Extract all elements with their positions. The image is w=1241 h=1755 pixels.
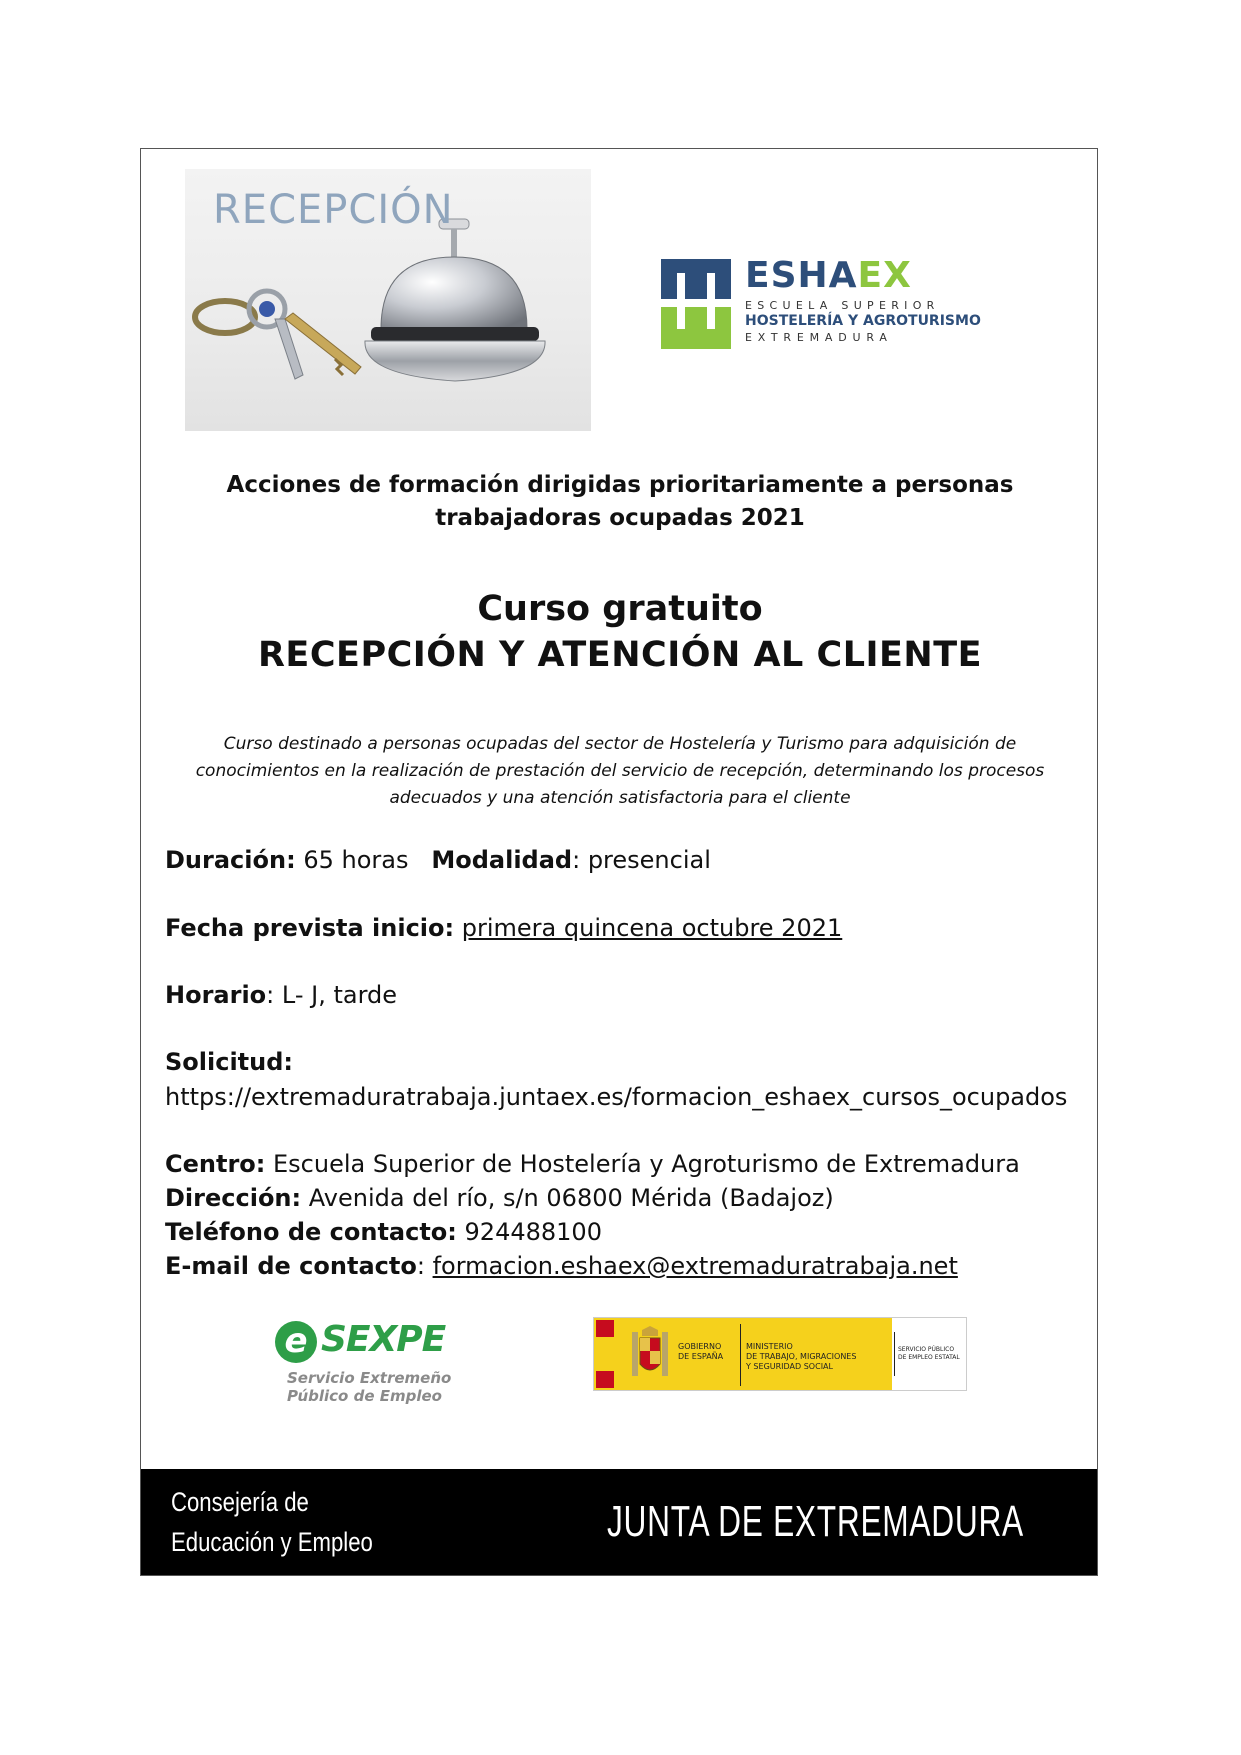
sepe-divider xyxy=(894,1332,895,1376)
gobierno-espana-logo xyxy=(593,1317,967,1391)
course-description xyxy=(181,731,1059,812)
footer-consejeria-line2: Educación y Empleo xyxy=(171,1527,373,1557)
eshaex-line3: EXTREMADURA xyxy=(745,331,893,344)
sexpe-subtitle2: Público de Empleo xyxy=(287,1387,442,1405)
application-url[interactable]: https://extremaduratrabaja.juntaex.es/formacion_eshaex_cursos_ocupados xyxy=(165,1083,1068,1111)
address-value: Avenida del río, s/n 06800 Mérida (Badajoz) xyxy=(308,1184,834,1212)
ministry-line1: MINISTERIO xyxy=(746,1342,793,1351)
hero-image xyxy=(185,169,591,431)
phone-value: 924488100 xyxy=(464,1218,602,1246)
footer-junta-title: JUNTA DE EXTREMADURA xyxy=(607,1497,1024,1546)
description-line3: adecuados y una atención satisfactoria para el cliente xyxy=(389,788,851,808)
sepe-line1: SERVICIO PÚBLICO xyxy=(898,1346,955,1353)
eshaex-line1: ESCUELA SUPERIOR xyxy=(745,299,940,312)
footer-bar xyxy=(141,1469,1097,1575)
course-title: RECEPCIÓN Y ATENCIÓN AL CLIENTE xyxy=(257,635,983,675)
footer-consejeria-line1: Consejería de xyxy=(171,1487,309,1517)
center-label: Centro: xyxy=(165,1150,266,1178)
course-label: Curso gratuito xyxy=(477,589,763,629)
schedule-label: Horario xyxy=(165,981,267,1009)
eshaex-logo xyxy=(661,255,1001,359)
start-date-label: Fecha prevista inicio: xyxy=(165,914,455,942)
application-row xyxy=(165,1045,293,1079)
phone-row xyxy=(165,1215,602,1249)
ministry-line2: DE TRABAJO, MIGRACIONES xyxy=(746,1352,857,1361)
sepe-box xyxy=(892,1318,966,1390)
subtitle-line1: Acciones de formación dirigidas prioritariamente a personas xyxy=(226,472,1014,498)
duration-label: Duración: xyxy=(165,846,296,874)
eshaex-mark-icon xyxy=(661,259,731,349)
duration-row xyxy=(165,843,711,877)
ministry-line3: Y SEGURIDAD SOCIAL xyxy=(746,1362,833,1371)
email-separator: : xyxy=(416,1252,425,1280)
gob-divider xyxy=(740,1324,741,1386)
phone-label: Teléfono de contacto: xyxy=(165,1218,457,1246)
gob-line2: DE ESPAÑA xyxy=(678,1352,724,1361)
address-label: Dirección: xyxy=(165,1184,302,1212)
spain-flag-icon xyxy=(596,1320,614,1388)
center-value: Escuela Superior de Hostelería y Agroturismo de Extremadura xyxy=(273,1150,1020,1178)
gob-line1: GOBIERNO xyxy=(678,1342,722,1351)
schedule-row xyxy=(165,978,397,1012)
sexpe-badge-icon: e xyxy=(275,1321,317,1363)
center-row xyxy=(165,1147,1020,1181)
eshaex-name: ESHAEX xyxy=(745,255,912,296)
program-subtitle xyxy=(141,469,1099,535)
start-date-row xyxy=(165,911,842,945)
hero-title: RECEPCIÓN xyxy=(213,187,454,233)
modality-value: : presencial xyxy=(572,846,711,874)
address-row xyxy=(165,1181,834,1215)
description-line1: Curso destinado a personas ocupadas del sector de Hostelería y Turismo para adquisición de xyxy=(223,734,1017,754)
sexpe-subtitle1: Servicio Extremeño xyxy=(287,1369,452,1387)
subtitle-line2: trabajadoras ocupadas 2021 xyxy=(435,505,805,531)
sexpe-logo xyxy=(275,1319,475,1419)
start-date-value: primera quincena octubre 2021 xyxy=(461,914,843,942)
sexpe-name: SEXPE xyxy=(321,1319,446,1360)
eshaex-line2: HOSTELERÍA Y AGROTURISMO xyxy=(745,313,981,329)
duration-value: 65 horas xyxy=(303,846,409,874)
modality-label: Modalidad xyxy=(431,846,573,874)
email-link[interactable]: formacion.eshaex@extremaduratrabaja.net xyxy=(432,1252,958,1280)
schedule-value: : L- J, tarde xyxy=(266,981,398,1009)
sepe-line2: DE EMPLEO ESTATAL xyxy=(898,1354,960,1361)
description-line2: conocimientos en la realización de prestación del servicio de recepción, determinando los procesos xyxy=(195,761,1045,781)
application-label: Solicitud: xyxy=(165,1048,294,1076)
email-row xyxy=(165,1249,958,1283)
email-label: E-mail de contacto xyxy=(165,1252,417,1280)
coat-of-arms-icon xyxy=(630,1326,670,1382)
flyer-frame xyxy=(140,148,1098,1576)
